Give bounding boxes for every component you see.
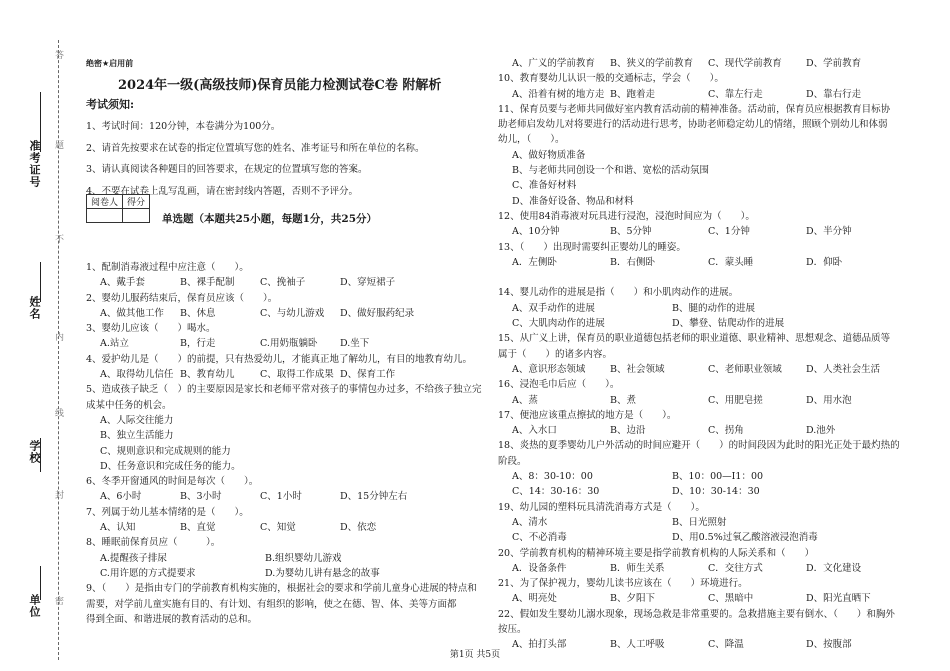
question-stem: 16、浸泡毛巾后应（ ）。	[498, 379, 620, 391]
answer-option[interactable]: C、不必消毒	[512, 532, 567, 544]
answer-option[interactable]: C、1小时	[260, 491, 302, 503]
answer-option[interactable]: C．交往方式	[708, 562, 763, 574]
question-stem: 1、配制消毒液过程中应注意（ ）。	[86, 262, 249, 273]
question-stem: 12、使用84消毒液对玩具进行浸泡，浸泡时间应为（ ）。	[498, 210, 755, 222]
answer-option[interactable]: A、双手动作的进展	[512, 302, 595, 314]
answer-option[interactable]: D、准备好设备、物品和材料	[512, 195, 634, 207]
option-row	[498, 561, 918, 576]
answer-option[interactable]: C．蒙头睡	[708, 256, 754, 268]
answer-option[interactable]: D、保育工作	[340, 369, 396, 381]
answer-option[interactable]: A、蒸	[512, 394, 538, 406]
option-row	[498, 301, 918, 316]
question	[498, 546, 918, 577]
question-stem: 得到全面、和谐进展的教育活动的总和。	[86, 613, 258, 625]
answer-option[interactable]: B，行走	[180, 338, 216, 350]
answer-option[interactable]: B、直觉	[180, 522, 216, 534]
answer-option[interactable]: A、取得幼儿信任	[100, 369, 174, 381]
answer-option[interactable]: A、广义的学前教育	[512, 58, 595, 69]
notice-item: 3、请认真阅读各种题目的回答要求，在规定的位置填写您的答案。	[86, 164, 368, 175]
answer-option[interactable]: A、意识形态领域	[512, 363, 586, 375]
seal-mark: 线	[53, 408, 63, 417]
answer-option[interactable]: C、降温	[708, 639, 744, 651]
answer-option[interactable]: B、独立生活能力	[100, 430, 174, 442]
binding-margin	[0, 0, 78, 671]
question-stem: 21、为了保护视力，婴幼儿读书应该在（ ）环境进行。	[498, 578, 748, 590]
answer-option[interactable]: C.用奶瓶躺卧	[260, 338, 318, 350]
option-row	[86, 444, 486, 459]
questions-right-column	[498, 56, 918, 653]
question-stem: 5、造成孩子缺乏（ ）的主要原因是家长和老师平常对孩子的事情包办过多，不给孩子独立完	[86, 384, 482, 396]
question	[498, 331, 918, 377]
option-row	[498, 393, 918, 408]
page-footer: 第1页 共5页	[449, 650, 501, 660]
question	[498, 102, 918, 209]
option-row	[498, 515, 918, 530]
option-row	[86, 551, 486, 566]
question-stem: 17、便池应该重点擦拭的地方是（ ）。	[498, 409, 677, 421]
question-stem: 8、睡眠前保育员应（ ）。	[86, 537, 221, 549]
option-row	[498, 423, 918, 438]
question	[86, 321, 486, 352]
answer-option[interactable]: A、明亮处	[512, 593, 557, 605]
answer-option[interactable]: D、15分钟左右	[340, 491, 408, 503]
option-row	[86, 413, 486, 428]
answer-option[interactable]: B、10：00—I1：00	[672, 471, 764, 483]
answer-option[interactable]: C.用许愿的方式提要求	[100, 567, 196, 579]
seal-mark: 封	[53, 490, 63, 499]
seal-mark: 密	[53, 596, 63, 605]
answer-option[interactable]: C、黑暗中	[708, 593, 754, 605]
answer-option[interactable]: B、休息	[180, 307, 216, 319]
score-table	[86, 194, 150, 223]
answer-option[interactable]: D.池外	[806, 425, 836, 437]
question	[498, 209, 918, 240]
answer-option[interactable]: D、半分钟	[806, 226, 852, 238]
answer-option[interactable]: B、教育幼儿	[180, 369, 235, 381]
answer-option[interactable]: B、煮	[610, 394, 636, 406]
answer-option[interactable]: C、取得工作成果	[260, 369, 334, 381]
question-stem: 3、婴幼儿应该（ ）喝水。	[86, 323, 216, 335]
option-row	[498, 87, 918, 102]
answer-option[interactable]: A、清水	[512, 516, 548, 528]
seal-mark: 题	[53, 140, 63, 149]
answer-option[interactable]: C、规则意识和完成规则的能力	[100, 445, 231, 457]
answer-option[interactable]: B．师生关系	[610, 562, 665, 574]
seal-mark: 内	[53, 332, 63, 341]
answer-option[interactable]: A、做好物质准备	[512, 149, 586, 161]
answer-option[interactable]: B、狭义的学前教育	[610, 58, 693, 69]
answer-option[interactable]: C、1分钟	[708, 226, 750, 238]
question-stem: 18、炎热的夏季婴幼儿户外活动的时间应避开（ ）的时间段因为此时的阳光正处于最灼热的	[498, 440, 900, 452]
question-stem: 4、爱护幼儿是（ ）的前提，只有热爱幼儿，才能真正地了解幼儿，有目的地教育幼儿。	[86, 353, 473, 365]
option-row	[498, 178, 918, 193]
answer-option[interactable]: D.为婴幼儿讲有悬念的故事	[265, 567, 380, 579]
answer-option[interactable]: C、与幼儿游戏	[260, 307, 325, 319]
answer-option[interactable]: D、学前教育	[806, 58, 862, 69]
answer-option[interactable]: B、人工呼吸	[610, 639, 665, 651]
option-row	[86, 275, 486, 290]
label-name: 姓名	[28, 296, 41, 320]
answer-option[interactable]: C、拐角	[708, 425, 744, 437]
question	[498, 56, 918, 71]
question-stem: 22、假如发生婴幼儿溺水现象，现场急救是非常重要的。急救措施主要有倒水、（ ）和胸外	[498, 608, 895, 620]
question	[498, 438, 918, 499]
option-row	[498, 194, 918, 209]
question	[498, 408, 918, 439]
option-row	[86, 336, 486, 351]
question-stem: 按压。	[498, 623, 527, 635]
answer-option[interactable]: C、用肥皂搓	[708, 394, 763, 406]
label-school: 学校	[28, 440, 41, 464]
answer-option[interactable]: D、做好服药纪录	[340, 307, 415, 319]
label-unit: 单位	[28, 594, 41, 618]
option-row	[498, 530, 918, 545]
answer-option[interactable]: D．文化建设	[806, 562, 862, 574]
answer-option[interactable]: C、挽袖子	[260, 277, 306, 289]
answer-option[interactable]: C、14：30-16：30	[512, 486, 600, 498]
option-row	[498, 224, 918, 239]
question	[498, 576, 918, 607]
question-stem: 19、幼儿园的塑料玩具清洗消毒方式是（ ）。	[498, 501, 705, 513]
option-row	[86, 520, 486, 535]
question-stem: 11、保育员要与老师共同做好室内教育活动前的精神准备。活动前，保育员应根据教育目标协	[498, 103, 891, 115]
notice-heading: 考试须知:	[86, 98, 135, 111]
score-cell: 得分	[123, 195, 150, 209]
answer-option[interactable]: C、现代学前教育	[708, 58, 782, 69]
question-stem: 10、教育婴幼儿认识一般的交通标志，学会（ ）。	[498, 73, 724, 85]
option-row	[498, 163, 918, 178]
question-stem: 2、婴幼儿服药结束后，保育员应该（ ）。	[86, 292, 278, 304]
question-stem: 7、列属于幼儿基本情绪的是（ ）。	[86, 506, 249, 518]
question	[498, 607, 918, 653]
answer-option[interactable]: A、拍打头部	[512, 639, 567, 651]
answer-option[interactable]: A.提醒孩子排尿	[100, 552, 167, 564]
option-row	[86, 459, 486, 474]
option-row	[498, 56, 918, 71]
notice-item: 4、不要在试卷上乱写乱画，请在密封线内答题，否则不予评分。	[86, 185, 359, 197]
answer-option[interactable]: A、认知	[100, 522, 136, 534]
notice-list	[86, 116, 486, 202]
question	[86, 352, 486, 383]
option-row	[86, 306, 486, 321]
question	[498, 71, 918, 102]
answer-option[interactable]: B、夕阳下	[610, 593, 655, 605]
answer-option[interactable]: A、8：30-10：00	[512, 471, 593, 483]
option-row	[498, 148, 918, 163]
question	[498, 240, 918, 271]
score-blank[interactable]	[123, 209, 150, 223]
option-row	[86, 428, 486, 443]
option-row	[86, 367, 486, 382]
answer-option[interactable]: A、沿着有树的地方走	[512, 88, 605, 100]
answer-option[interactable]: D、人类社会生活	[806, 363, 881, 375]
answer-option[interactable]: B、日光照射	[672, 516, 727, 528]
option-row	[498, 469, 918, 484]
answer-option[interactable]: D、攀登、钻爬动作的进展	[672, 318, 785, 330]
answer-option[interactable]: D、按腹部	[806, 639, 852, 651]
section-heading: 单选题（本题共25小题，每题1分，共25分）	[162, 213, 378, 225]
question	[498, 377, 918, 408]
question	[498, 500, 918, 546]
option-row	[498, 362, 918, 377]
question	[86, 505, 486, 536]
question-stem: 20、学前教育机构的精神环境主要是指学前教育机构的人际关系和（ ）	[498, 547, 815, 559]
label-exam-number: 准考证号	[28, 140, 41, 188]
answer-option[interactable]: D、靠右行走	[806, 88, 862, 100]
answer-option[interactable]: C、靠左行走	[708, 88, 763, 100]
answer-option[interactable]: D、阳光直晒下	[806, 593, 871, 605]
option-row	[498, 484, 918, 499]
answer-option[interactable]: A.站立	[100, 338, 129, 350]
question-stem	[498, 270, 918, 285]
answer-option[interactable]: B、跑着走	[610, 88, 655, 100]
question	[86, 581, 486, 627]
exam-title: 2024年一级(高级技师)保育员能力检测试卷C卷 附解析	[118, 78, 442, 93]
option-row	[498, 316, 918, 331]
notice-item: 2、请首先按要求在试卷的指定位置填写您的姓名、准考证号和所在单位的名称。	[86, 142, 425, 154]
question-stem: 成某中任务的机会。	[86, 399, 172, 411]
question-stem: 幼儿，（ ）。	[498, 134, 565, 146]
answer-option[interactable]: B、边沿	[610, 425, 646, 437]
answer-option[interactable]: A．左侧卧	[512, 256, 557, 268]
answer-option[interactable]: A、入水口	[512, 425, 557, 437]
question	[86, 474, 486, 505]
seal-mark: 答	[53, 50, 63, 59]
reviewer-cell: 阅卷人	[87, 195, 123, 209]
questions-left-column	[86, 260, 486, 627]
question-stem: 6、冬季开窗通风的时间是每次（ ）。	[86, 476, 259, 488]
answer-option[interactable]: B、社会领域	[610, 363, 665, 375]
question-stem: 13、（ ）出现时需要纠正婴幼儿的睡姿。	[498, 241, 686, 253]
question-stem: 需要，对学前儿童实施有目的、有计划、有组织的影响，使之在德、智、体、美等方面都	[86, 598, 457, 610]
answer-option[interactable]: A、人际交往能力	[100, 414, 174, 426]
option-row	[498, 255, 918, 270]
answer-option[interactable]: D．仰卧	[806, 256, 843, 268]
question	[86, 535, 486, 581]
answer-option[interactable]: D.坐下	[340, 338, 370, 350]
answer-option[interactable]: D、依恋	[340, 522, 377, 534]
answer-option[interactable]: A、做其他工作	[100, 307, 164, 319]
answer-option[interactable]: B、5分钟	[610, 226, 652, 238]
notice-item: 1、考试时间：120分钟，本卷满分为100分。	[86, 121, 281, 132]
answer-option[interactable]: D、用水泡	[806, 394, 852, 406]
answer-option[interactable]: A、戴手套	[100, 277, 145, 289]
answer-option[interactable]: C、老师职业领域	[708, 363, 782, 375]
answer-option[interactable]: D、任务意识和完成任务的能力。	[100, 460, 241, 472]
question-stem: 14、婴儿动作的进展是指（ ）和小肌肉动作的进展。	[498, 287, 739, 299]
question-stem: 9、（ ）是指由专门的学前教育机构实施的，根据社会的要求和学前儿童身心进展的特点和	[86, 583, 477, 595]
answer-option[interactable]: A．设备条件	[512, 562, 567, 574]
option-row	[498, 591, 918, 606]
answer-option[interactable]: B.组织婴幼儿游戏	[265, 552, 342, 564]
question	[86, 291, 486, 322]
question-stem: 助老师启发幼儿对将要进行的活动进行思考，协助老师稳定幼儿的情绪，照顾个别幼儿和体弱	[498, 119, 888, 131]
question	[86, 260, 486, 291]
option-row	[86, 566, 486, 581]
answer-option[interactable]: C、准备好材料	[512, 180, 577, 192]
answer-option[interactable]: A、10分钟	[512, 226, 560, 238]
question-stem: 15、从广义上讲，保育员的职业道德包括老师的职业道德、职业精神、思想观念、道德品质等	[498, 333, 891, 345]
answer-option[interactable]: D、用0.5%过氧乙酸溶液浸泡消毒	[672, 532, 818, 544]
answer-option[interactable]: B、裸手配制	[180, 277, 235, 289]
answer-option[interactable]: D、10：30-14：30	[672, 486, 760, 498]
answer-option[interactable]: C、大肌肉动作的进展	[512, 318, 605, 330]
answer-option[interactable]: B．右侧卧	[610, 256, 655, 268]
answer-option[interactable]: D、穿短裙子	[340, 277, 396, 289]
seal-line	[58, 40, 59, 660]
answer-option[interactable]: A、6小时	[100, 491, 142, 503]
answer-option[interactable]: C、知觉	[260, 522, 296, 534]
reviewer-blank[interactable]	[87, 209, 123, 223]
seal-mark: 不	[53, 234, 63, 243]
question-stem: 阶段。	[498, 455, 527, 467]
answer-option[interactable]: B、3小时	[180, 491, 222, 503]
answer-option[interactable]: B、与老师共同创设一个和谐、宽松的活动氛围	[512, 165, 709, 177]
option-row	[86, 489, 486, 504]
question-stem: 属于（ ）的诸多内容。	[498, 348, 613, 360]
answer-option[interactable]: B、腿的动作的进展	[672, 302, 755, 314]
question	[86, 382, 486, 474]
question	[498, 270, 918, 331]
secret-label: 绝密★启用前	[86, 59, 134, 68]
